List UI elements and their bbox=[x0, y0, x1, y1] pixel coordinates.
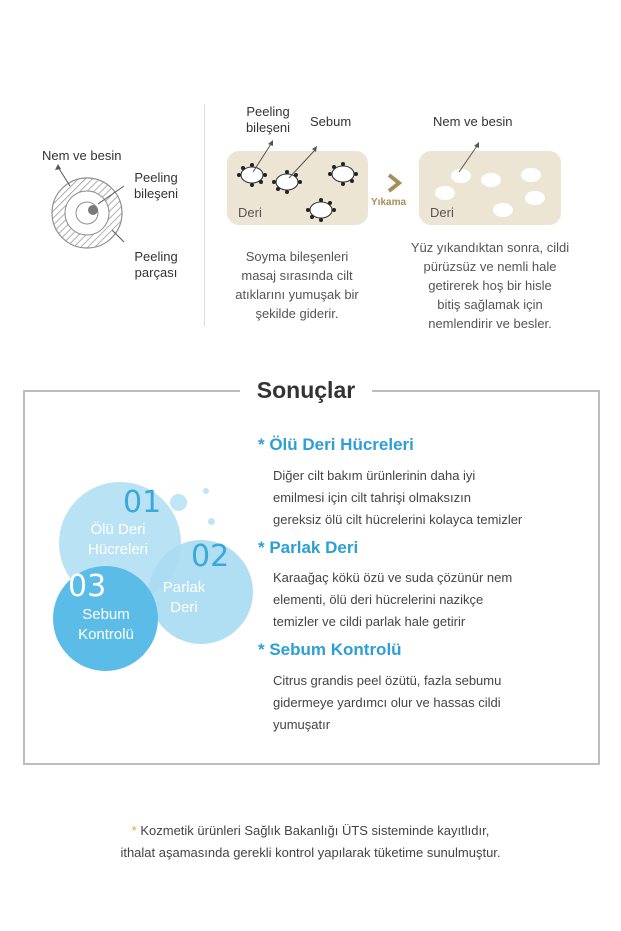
result-line: Diğer cilt bakım ürünlerinin daha iyi bbox=[273, 468, 476, 483]
result-heading-sebum: * Sebum Kontrolü bbox=[258, 640, 402, 659]
right-desc-line: bitiş sağlamak için bbox=[437, 297, 543, 312]
mid-desc-line: Soyma bileşenleri bbox=[245, 249, 349, 264]
result-line: gidermeye yardımcı olur ve hassas cildi bbox=[273, 695, 501, 710]
peeling-bileseni-label-left bbox=[126, 170, 186, 202]
result-line: elementi, ölü deri hücrelerini nazikçe bbox=[273, 592, 484, 607]
decor-dot bbox=[170, 494, 187, 511]
bubble-03-number: 03 bbox=[68, 569, 107, 604]
results-title: Sonuçlar bbox=[256, 377, 356, 403]
right-desc-line: nemlendirir ve besler. bbox=[428, 316, 552, 331]
bubble-01-line1: Ölü Deri bbox=[90, 521, 146, 538]
chevron-right-icon bbox=[383, 172, 413, 194]
wash-label: Yıkama bbox=[371, 197, 407, 208]
bubble-03-line2: Kontrolü bbox=[78, 626, 134, 643]
peeling-label-line2: bileşeni bbox=[133, 186, 179, 201]
right-desc-line: pürüzsüz ve nemli hale bbox=[423, 259, 557, 274]
result-heading-bright-skin: * Parlak Deri bbox=[258, 538, 359, 557]
mid-desc-line: masaj sırasında cilt bbox=[241, 268, 353, 283]
nem-label-left: Nem ve besin bbox=[42, 148, 122, 163]
mid-description bbox=[212, 247, 382, 323]
footer-line2: ithalat aşamasında gerekli kontrol yapılarak tüketime sunulmuştur. bbox=[120, 845, 501, 860]
footer-line1-text: Kozmetik ürünleri Sağlık Bakanlığı ÜTS sisteminde kayıtlıdır, bbox=[136, 823, 490, 838]
result-line: Karaağaç kökü özü ve suda çözünür nem bbox=[273, 570, 513, 585]
nem-label-right: Nem ve besin bbox=[433, 114, 513, 129]
peeling-mid-line1: Peeling bbox=[246, 104, 290, 119]
result-heading-dead-skin: * Ölü Deri Hücreleri bbox=[258, 435, 414, 454]
mid-desc-line: atıklarını yumuşak bir bbox=[235, 287, 359, 302]
bubble-02-line1: Parlak bbox=[162, 579, 206, 596]
peeling-particle-icon bbox=[40, 160, 140, 260]
bubble-03-line1: Sebum bbox=[82, 606, 130, 623]
result-line: emilmesi için cilt tahrişi olmaksızın bbox=[273, 490, 471, 505]
peeling-mid-line2: bileşeni bbox=[245, 120, 291, 135]
footer-note bbox=[0, 820, 621, 864]
bubble-01-text bbox=[68, 520, 168, 560]
mid-desc-line: şekilde giderir. bbox=[255, 306, 339, 321]
result-line: gereksiz ölü cilt hücrelerini kolayca temizler bbox=[273, 512, 523, 527]
skin-label-right: Deri bbox=[430, 205, 454, 220]
bubble-02-line2: Deri bbox=[170, 599, 198, 616]
footer-line1 bbox=[0, 820, 621, 842]
result-body-sebum bbox=[273, 670, 501, 736]
bubble-01-number: 01 bbox=[123, 485, 162, 520]
bubble-03-text bbox=[56, 605, 156, 645]
bubble-02-text bbox=[148, 578, 220, 618]
footer-star-icon: * bbox=[131, 823, 137, 838]
bubble-02-number: 02 bbox=[191, 539, 230, 574]
result-line: Citrus grandis peel özütü, fazla sebumu bbox=[273, 673, 502, 688]
right-desc-line: getirerek hoş bir hisle bbox=[428, 278, 552, 293]
result-line: temizler ve cildi parlak hale getirir bbox=[273, 614, 466, 629]
right-desc-line: Yüz yıkandıktan sonra, cildi bbox=[410, 240, 570, 255]
right-description bbox=[395, 238, 585, 333]
result-line: yumuşatır bbox=[273, 717, 331, 732]
result-body-dead-skin bbox=[273, 465, 522, 531]
decor-dot bbox=[208, 518, 215, 525]
vertical-divider bbox=[204, 104, 205, 326]
results-title-wrap bbox=[240, 372, 372, 408]
parca-label-line2: parçası bbox=[134, 265, 178, 280]
bubble-01-line2: Hücreleri bbox=[87, 541, 148, 558]
skin-label-mid: Deri bbox=[238, 205, 262, 220]
sebum-label: Sebum bbox=[310, 114, 352, 129]
parca-label-line1: Peeling bbox=[134, 249, 178, 264]
decor-dot bbox=[203, 488, 209, 494]
result-body-bright-skin bbox=[273, 567, 512, 633]
peeling-label-line1: Peeling bbox=[134, 170, 178, 185]
peeling-parca-label bbox=[126, 249, 186, 281]
